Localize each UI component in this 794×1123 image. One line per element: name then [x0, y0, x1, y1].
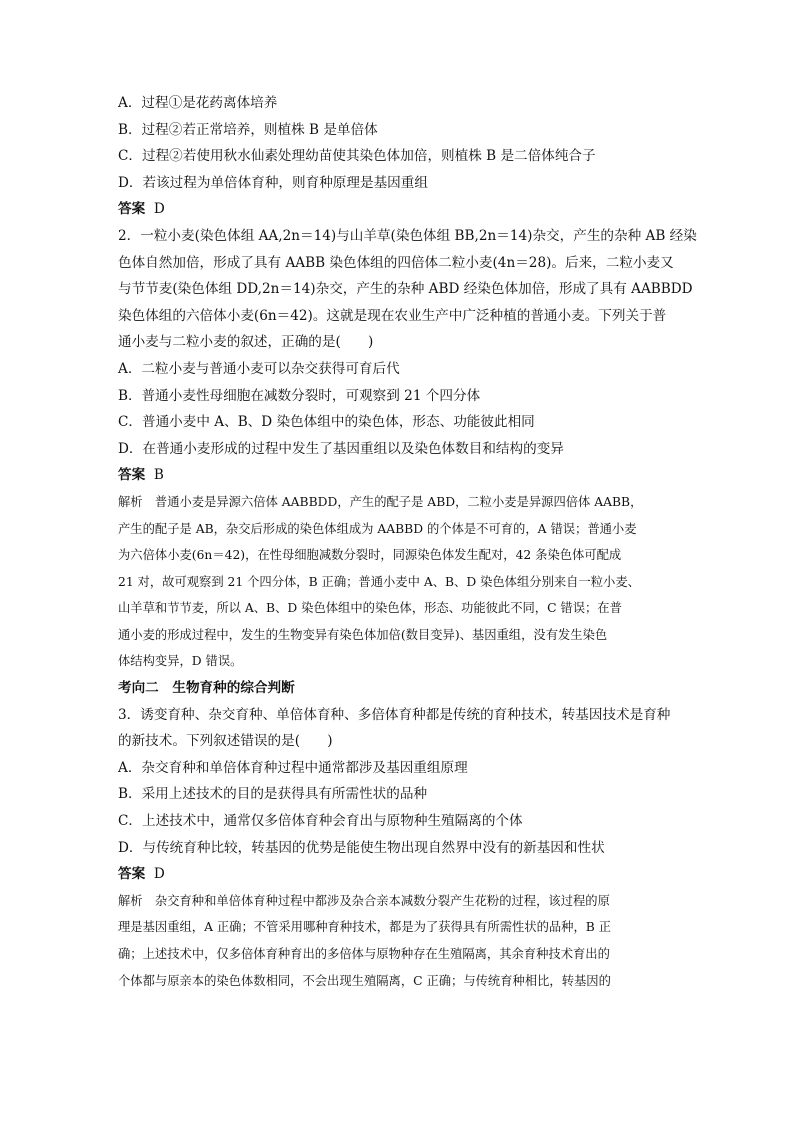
q3-option-b: B．采用上述技术的目的是获得具有所需性状的品种 — [118, 786, 428, 803]
q2-explanation-line: 体结构变异，D 错误。 — [118, 654, 243, 669]
q2-answer-label: 答案 — [118, 467, 146, 484]
q3-stem-line: 3．诱变育种、杂交育种、单倍体育种、多倍体育种都是传统的育种技术，转基因技术是育种 — [118, 706, 671, 723]
q1-answer-value: D — [153, 201, 165, 218]
q3-answer-value: D — [153, 866, 165, 883]
document-page — [118, 90, 697, 994]
q2-option-b: B．普通小麦性母细胞在减数分裂时，可观察到 21 个四分体 — [118, 387, 481, 404]
q1-answer-label: 答案 — [118, 201, 146, 218]
q2-explanation-line: 产生的配子是 AB，杂交后形成的染色体组成为 AABBD 的个体是不可育的，A 错误；普通小麦 — [118, 521, 637, 536]
q3-option-c: C．上述技术中，通常仅多倍体育种会育出与原物种生殖隔离的个体 — [118, 813, 523, 830]
q3-explanation-line: 理是基因重组，A 正确；不管采用哪种育种技术，都是为了获得具有所需性状的品种，B 正 — [118, 920, 612, 935]
q2-stem-line: 染色体组的六倍体小麦(6n＝42)。这就是现在农业生产中广泛种植的普通小麦。下列关于普 — [118, 307, 667, 324]
q2-stem-line: 2．一粒小麦(染色体组 AA,2n＝14)与山羊草(染色体组 BB,2n＝14)杂交，产生的杂种 AB 经染 — [118, 227, 697, 244]
q2-explanation-line: 山羊草和节节麦，所以 A、B、D 染色体组中的染色体，形态、功能彼此不同，C 错误；在普 — [118, 601, 622, 616]
q2-explanation-line: 通小麦的形成过程中，发生的生物变异有染色体加倍(数目变异)、基因重组，没有发生染色 — [118, 627, 608, 642]
q3-options — [118, 755, 678, 861]
section-heading: 考向二 生物育种的综合判断 — [118, 680, 295, 697]
q3-answer — [118, 861, 678, 888]
q2-stem-line: 与节节麦(染色体组 DD,2n＝14)杂交，产生的杂种 ABD 经染色体加倍，形成了具有 AABBDD — [118, 281, 693, 298]
q1-option-d: D．若该过程为单倍体育种，则育种原理是基因重组 — [118, 174, 428, 191]
q1-option-a: A．过程①是花药离体培养 — [118, 95, 278, 111]
q2-explanation-line: 21 对，故可观察到 21 个四分体，B 正确；普通小麦中 A、B、D 染色体组分别来自一粒小麦、 — [118, 574, 640, 589]
q3-option-a: A．杂交育种和单倍体育种过程中通常都涉及基因重组原理 — [118, 759, 468, 776]
q1-answer — [118, 196, 678, 223]
q2-explanation-line: 解析 普通小麦是异源六倍体 AABBDD，产生的配子是 ABD，二粒小麦是异源四倍体 AABB， — [118, 494, 643, 509]
q2-explanation — [118, 489, 678, 675]
q3-option-d: D．与传统育种比较，转基因的优势是能使生物出现自然界中没有的新基因和性状 — [118, 839, 605, 856]
q3-stem — [118, 702, 678, 755]
q3-explanation — [118, 888, 678, 994]
q1-options — [118, 90, 678, 196]
q3-stem-line: 的新技术。下列叙述错误的是( ) — [118, 733, 333, 750]
q2-option-d: D．在普通小麦形成的过程中发生了基因重组以及染色体数目和结构的变异 — [118, 440, 564, 457]
q1-option-c: C．过程②若使用秋水仙素处理幼苗使其染色体加倍，则植株 B 是二倍体纯合子 — [118, 148, 596, 165]
q2-options — [118, 356, 678, 462]
q2-option-a: A．二粒小麦与普通小麦可以杂交获得可育后代 — [118, 360, 400, 377]
q2-stem — [118, 223, 697, 356]
q2-stem-line: 通小麦与二粒小麦的叙述，正确的是( ) — [118, 334, 374, 351]
q2-explanation-line: 为六倍体小麦(6n＝42)，在性母细胞减数分裂时，同源染色体发生配对，42 条染色体可配成 — [118, 548, 622, 563]
q2-answer-value: B — [153, 467, 164, 484]
q2-answer — [118, 462, 678, 489]
q3-explanation-line: 个体都与原亲本的染色体数相同，不会出现生殖隔离，C 正确；与传统育种相比，转基因的 — [118, 973, 611, 988]
q3-explanation-line: 解析 杂交育种和单倍体育种过程中都涉及杂合亲本减数分裂产生花粉的过程，该过程的原 — [118, 893, 610, 908]
q3-answer-label: 答案 — [118, 866, 146, 883]
q2-option-c: C．普通小麦中 A、B、D 染色体组中的染色体，形态、功能彼此相同 — [118, 414, 535, 431]
q2-stem-line: 色体自然加倍，形成了具有 AABB 染色体组的四倍体二粒小麦(4n＝28)。后来，二粒小麦又 — [118, 254, 674, 271]
q3-explanation-line: 确；上述技术中，仅多倍体育种育出的多倍体与原物种存在生殖隔离，其余育种技术育出的 — [118, 947, 610, 961]
q1-option-b: B．过程②若正常培养，则植株 B 是单倍体 — [118, 121, 378, 138]
